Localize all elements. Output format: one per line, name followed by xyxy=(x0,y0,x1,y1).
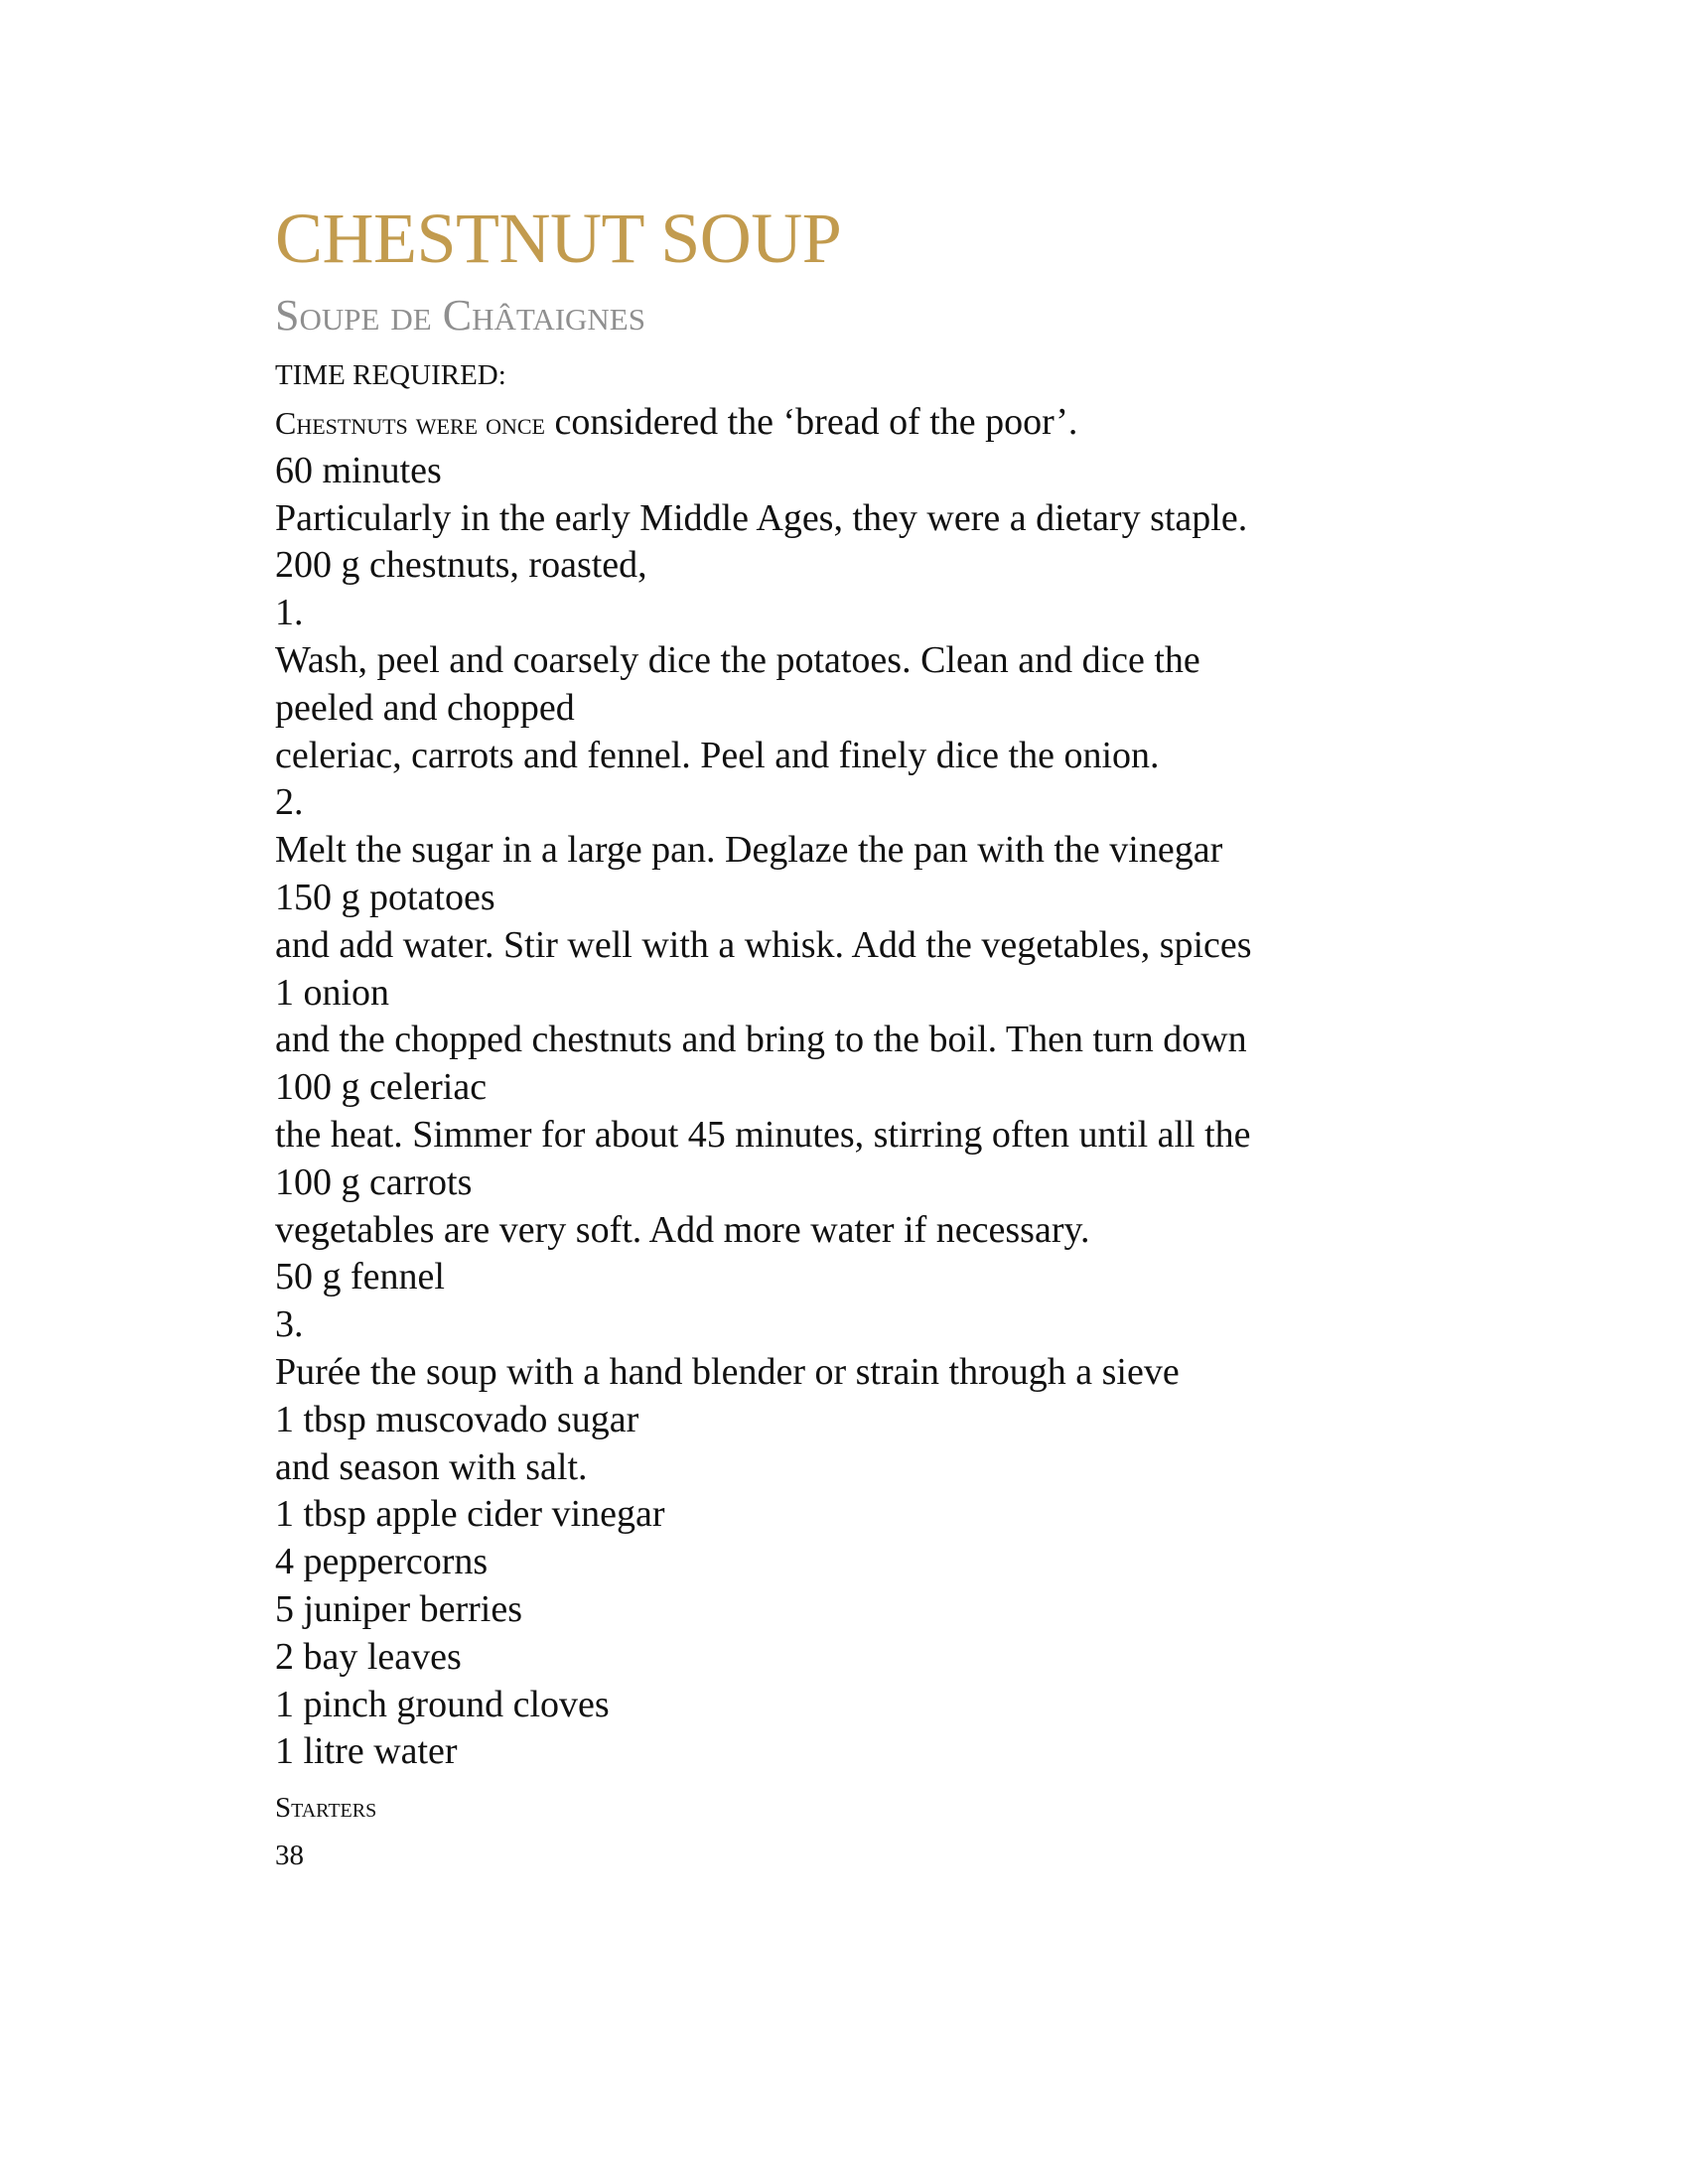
text-line: and the chopped chestnuts and bring to the boil. Then turn down xyxy=(275,1019,1247,1061)
text-line: 3. xyxy=(275,1303,304,1346)
text-line: vegetables are very soft. Add more water if necessary. xyxy=(275,1208,1090,1251)
text-line: 5 juniper berries xyxy=(275,1587,523,1630)
recipe-body xyxy=(275,399,1417,1776)
text-line: peeled and chopped xyxy=(275,686,575,729)
text-line: 2. xyxy=(275,781,304,824)
text-line: 100 g celeriac xyxy=(275,1066,488,1109)
text-line: 50 g fennel xyxy=(275,1256,445,1298)
text-line: the heat. Simmer for about 45 minutes, stirring often until all the xyxy=(275,1113,1251,1156)
text-line: and season with salt. xyxy=(275,1445,588,1488)
text-line: 2 bay leaves xyxy=(275,1635,462,1678)
time-required-label: TIME REQUIRED: xyxy=(275,359,506,391)
intro-rest: considered the ‘bread of the poor’. xyxy=(545,401,1078,443)
intro-caps: Chestnuts were once xyxy=(275,405,545,441)
text-line: Melt the sugar in a large pan. Deglaze the pan with the vinegar xyxy=(275,829,1223,872)
text-line: 1 pinch ground cloves xyxy=(275,1683,610,1725)
text-line: celeriac, carrots and fennel. Peel and finely dice the onion. xyxy=(275,734,1160,776)
text-line: and add water. Stir well with a whisk. Add the vegetables, spices xyxy=(275,923,1252,966)
text-line: Wash, peel and coarsely dice the potatoes. Clean and dice the xyxy=(275,638,1200,681)
text-line: 60 minutes xyxy=(275,449,442,491)
text-line: 150 g potatoes xyxy=(275,876,495,918)
recipe-page xyxy=(275,199,1417,1873)
text-line: Purée the soup with a hand blender or strain through a sieve xyxy=(275,1350,1180,1393)
text-line: 1 onion xyxy=(275,971,390,1014)
recipe-title: CHESTNUT SOUP xyxy=(275,199,842,278)
intro-line xyxy=(275,399,1417,448)
text-line: 200 g chestnuts, roasted, xyxy=(275,544,647,587)
section-label: Starters xyxy=(275,1792,377,1825)
text-line: 1 litre water xyxy=(275,1730,458,1773)
text-line: 1. xyxy=(275,592,304,634)
text-line: 1 tbsp apple cider vinegar xyxy=(275,1493,665,1536)
text-line: 4 peppercorns xyxy=(275,1541,489,1583)
text-line: 100 g carrots xyxy=(275,1160,473,1203)
text-line: Particularly in the early Middle Ages, they were a dietary staple. xyxy=(275,496,1248,539)
text-line: 1 tbsp muscovado sugar xyxy=(275,1398,639,1440)
page-number: 38 xyxy=(275,1840,304,1872)
recipe-subtitle: Soupe de Châtaignes xyxy=(275,291,645,340)
